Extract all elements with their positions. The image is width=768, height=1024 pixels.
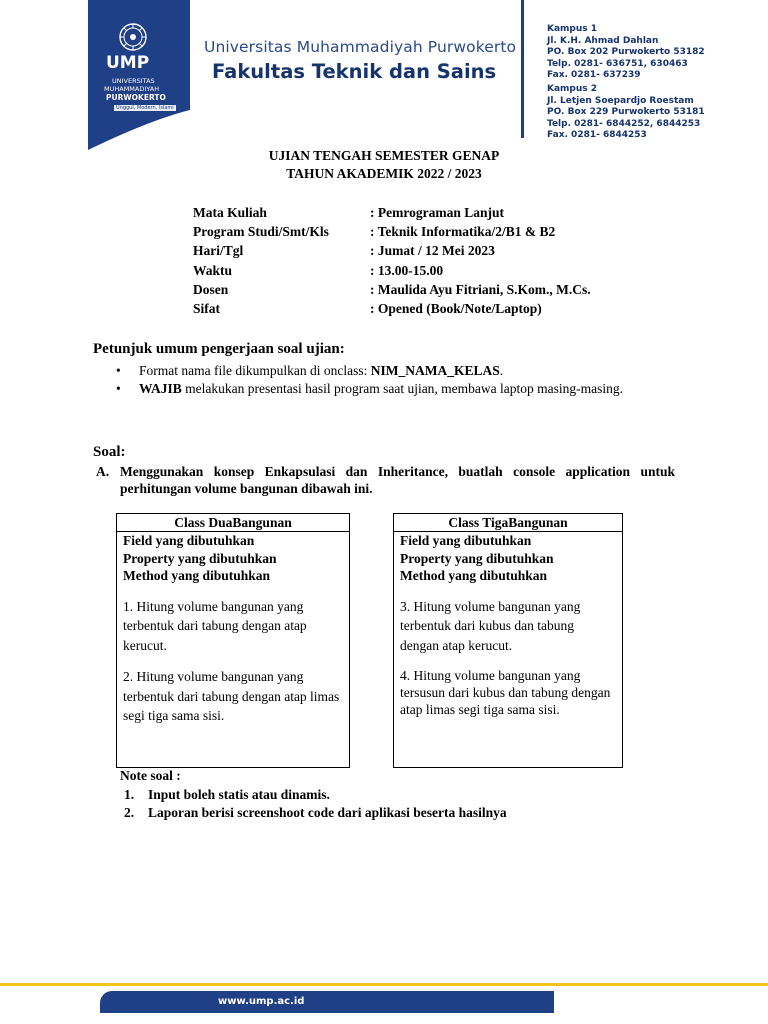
info-value: : 13.00-15.00 — [370, 262, 444, 278]
bullet-text: Format nama file dikumpulkan di onclass: — [139, 363, 371, 378]
faculty-name: Fakultas Teknik dan Sains — [212, 60, 497, 83]
info-label: Waktu — [193, 262, 233, 278]
task-item-3: 3. Hitung volume bangunan yang terbentuk dari kubus dan tabung dengan atap kerucut. — [400, 598, 581, 653]
class-box-duabangunan — [116, 513, 350, 768]
requirement-method: Method yang dibutuhkan — [123, 568, 271, 583]
campus-1-street: Jl. K.H. Ahmad Dahlan — [547, 35, 659, 46]
info-label: Hari/Tgl — [193, 243, 244, 259]
task-item-2: 2. Hitung volume bangunan yang terbentuk dari tabung dengan atap limas segi tiga sama sisi. — [123, 669, 340, 723]
requirement-field: Field yang dibutuhkan — [123, 533, 255, 548]
info-label: Program Studi/Smt/Kls — [193, 224, 329, 240]
bullet-text: melakukan presentasi hasil program saat ujian, membawa laptop masing-masing. — [181, 381, 624, 396]
campus-2-telp: Telp. 0281- 6844252, 6844253 — [547, 118, 701, 129]
info-label: Mata Kuliah — [193, 205, 267, 220]
campus-1-address — [547, 24, 705, 82]
requirement-method: Method yang dibutuhkan — [400, 568, 548, 583]
requirement-property: Property yang dibutuhkan — [400, 550, 554, 566]
info-value: : Pemrograman Lanjut — [370, 205, 504, 220]
instructions-heading: Petunjuk umum pengerjaan soal ujian: — [93, 341, 345, 357]
info-label: Dosen — [193, 281, 229, 297]
campus-1-label: Kampus 1 — [547, 24, 598, 34]
requirement-property: Property yang dibutuhkan — [123, 550, 277, 566]
info-value: : Maulida Ayu Fitriani, S.Kom., M.Cs. — [370, 281, 591, 297]
info-value: : Jumat / 12 Mei 2023 — [370, 243, 495, 259]
note-number: 2. — [124, 805, 135, 820]
instruction-bullet-2 — [116, 380, 675, 397]
question-text: Menggunakan konsep Enkapsulasi dan Inheritance, buatlah console application untuk perhitungan volume bangunan dibawah ini. — [120, 464, 675, 496]
campus-2-label: Kampus 2 — [547, 84, 598, 94]
task-item-4: 4. Hitung volume bangunan yang tersusun dari kubus dan tabung dengan atap limas segi tiga sama sisi. — [400, 668, 611, 717]
bullet-dot-icon: • — [116, 381, 121, 396]
campus-2-fax: Fax. 0281- 6844253 — [547, 130, 647, 140]
logo-name-line-1: UNIVERSITAS — [112, 77, 155, 85]
header-divider — [521, 0, 524, 138]
class-requirements — [117, 532, 349, 585]
class-title: Class TigaBangunan — [394, 514, 622, 532]
academic-year: TAHUN AKADEMIK 2022 / 2023 — [286, 166, 482, 181]
class-box-tigabangunan — [393, 513, 623, 768]
question-a — [96, 463, 675, 497]
logo-name-line-2: MUHAMMADIYAH — [104, 85, 160, 93]
question-marker: A. — [96, 464, 110, 479]
bullet-strong: WAJIB — [139, 381, 182, 396]
task-item-1: 1. Hitung volume bangunan yang terbentuk dari tabung dengan atap kerucut. — [123, 598, 307, 653]
exam-title: UJIAN TENGAH SEMESTER GENAP — [268, 148, 500, 163]
notes-heading: Note soal : — [120, 768, 181, 783]
footer-website-link[interactable]: www.ump.ac.id — [218, 996, 305, 1007]
campus-2-po: PO. Box 229 Purwokerto 53181 — [547, 107, 705, 117]
instruction-bullet-1 — [116, 362, 675, 379]
bullet-text-end: . — [499, 363, 504, 378]
campus-1-po: PO. Box 202 Purwokerto 53182 — [547, 47, 705, 57]
bullet-dot-icon: • — [116, 363, 121, 378]
info-value: : Teknik Informatika/2/B1 & B2 — [370, 224, 556, 240]
note-text: Input boleh statis atau dinamis. — [148, 787, 330, 802]
info-label: Sifat — [193, 300, 220, 316]
university-name: Universitas Muhammadiyah Purwokerto — [204, 38, 517, 56]
campus-1-fax: Fax. 0281- 637239 — [547, 70, 641, 80]
logo-acronym: UMP — [106, 53, 150, 73]
requirement-field: Field yang dibutuhkan — [400, 533, 532, 548]
questions-heading: Soal: — [93, 444, 126, 460]
note-text: Laporan berisi screenshoot code dari aplikasi beserta hasilnya — [148, 805, 507, 820]
campus-2-street: Jl. Letjen Soepardjo Roestam — [547, 95, 694, 106]
class-requirements — [394, 532, 622, 585]
note-item — [124, 787, 330, 803]
footer-band — [100, 991, 554, 1013]
logo-tagline: Unggul, Modern, Islami — [116, 105, 174, 111]
campus-2-address — [547, 84, 705, 142]
logo-banner-shape — [0, 0, 190, 160]
note-item — [124, 805, 507, 821]
footer-gold-line — [0, 983, 768, 986]
info-value: : Opened (Book/Note/Laptop) — [370, 300, 542, 316]
bullet-filename-format: NIM_NAMA_KELAS — [370, 363, 500, 378]
campus-1-telp: Telp. 0281- 636751, 630463 — [547, 58, 688, 69]
class-title: Class DuaBangunan — [117, 514, 349, 532]
logo-name-line-3: PURWOKERTO — [106, 93, 166, 102]
note-number: 1. — [124, 787, 135, 802]
university-logo-block — [0, 0, 190, 160]
